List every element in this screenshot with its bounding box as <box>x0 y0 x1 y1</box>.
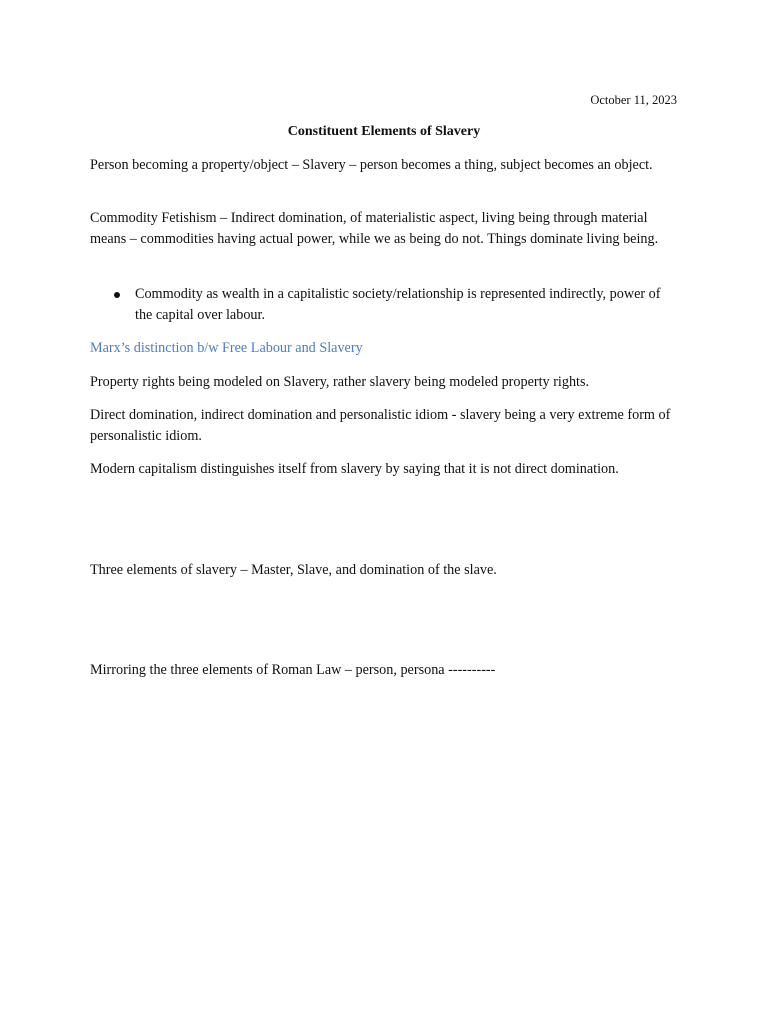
paragraph-property-rights: Property rights being modeled on Slavery, rather slavery being modeled property rights. <box>90 374 590 390</box>
list-item <box>90 284 680 326</box>
paragraph-property-object: Person becoming a property/object – Slavery – person becomes a thing, subject becomes an object. <box>90 157 653 173</box>
document-title: Constituent Elements of Slavery <box>287 124 481 139</box>
bullet-icon <box>114 292 120 298</box>
paragraph-modern-capitalism: Modern capitalism distinguishes itself from slavery by saying that it is not direct domination. <box>90 461 619 477</box>
bullet-text: Commodity as wealth in a capitalistic society/relationship is represented indirectly, power of the capital over labour. <box>135 286 661 323</box>
bullet-list <box>90 284 680 326</box>
section-heading: Marx’s distinction b/w Free Labour and Slavery <box>90 340 363 356</box>
paragraph-three-elements: Three elements of slavery – Master, Slave, and domination of the slave. <box>90 562 497 578</box>
document-date: October 11, 2023 <box>590 93 677 107</box>
paragraph-domination-types: Direct domination, indirect domination and personalistic idiom - slavery being a very extreme form of personalistic idiom. <box>90 407 671 444</box>
paragraph-roman-law: Mirroring the three elements of Roman Law – person, persona ---------- <box>90 662 496 678</box>
paragraph-commodity-fetishism: Commodity Fetishism – Indirect domination, of materialistic aspect, living being through material means – commodities having actual power, while we as being do not. Things dominate living being. <box>90 210 659 247</box>
